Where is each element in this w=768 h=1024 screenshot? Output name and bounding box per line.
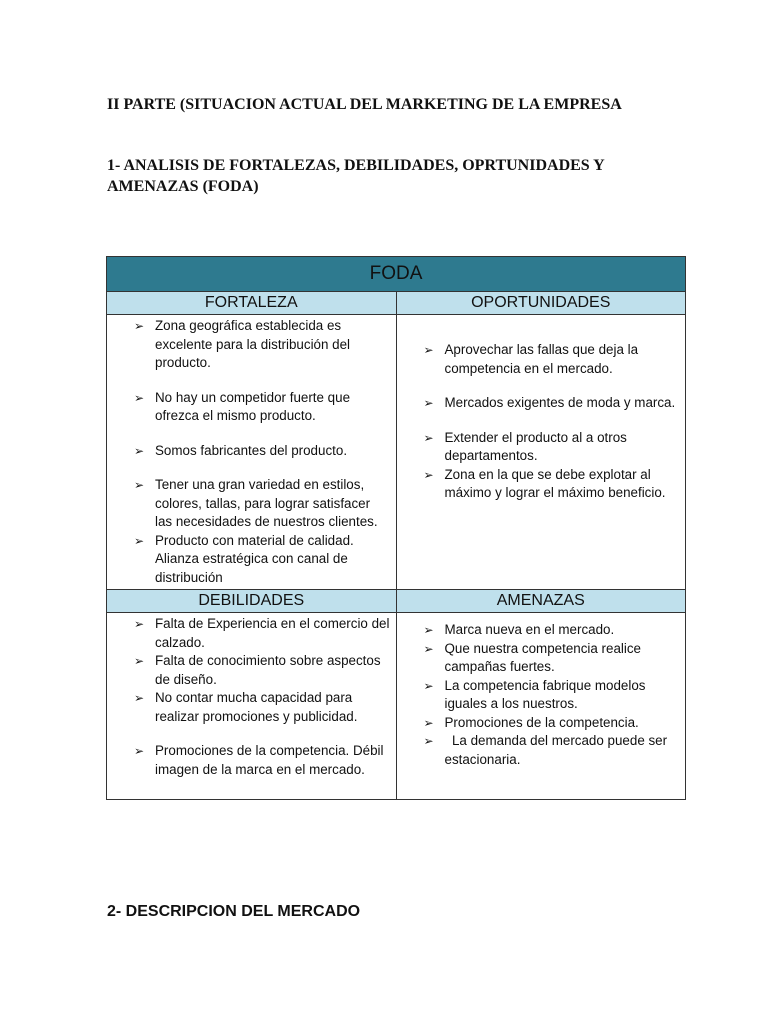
arrow-bullet-icon: ➢ xyxy=(423,467,434,482)
fortaleza-header: FORTALEZA xyxy=(107,292,397,315)
list-item: ➢ No contar mucha capacidad para realizar promociones y publicidad. xyxy=(134,690,358,724)
list-item: ➢ Promociones de la competencia. xyxy=(397,714,680,733)
debilidades-list xyxy=(107,615,396,779)
amenazas-list xyxy=(397,621,686,769)
list-item: ➢ Zona geográfica establecida es excelente para la distribución del producto. xyxy=(134,318,351,370)
arrow-bullet-icon: ➢ xyxy=(423,715,434,730)
arrow-bullet-icon: ➢ xyxy=(423,623,434,637)
arrow-bullet-icon: ➢ xyxy=(134,533,145,548)
arrow-bullet-icon: ➢ xyxy=(134,654,145,668)
arrow-bullet-icon: ➢ xyxy=(423,734,434,748)
fortaleza-cell xyxy=(107,315,397,590)
list-item: ➢ Falta de Experiencia en el comercio del calzado. xyxy=(134,616,390,650)
arrow-bullet-icon: ➢ xyxy=(134,478,145,492)
oportunidades-cell xyxy=(396,315,686,590)
debilidades-cell xyxy=(107,613,397,800)
oportunidades-list xyxy=(397,341,686,503)
arrow-bullet-icon: ➢ xyxy=(134,319,145,333)
section-heading-foda: 1- ANALISIS DE FORTALEZAS, DEBILIDADES, OPRTUNIDADES Y AMENAZAS (FODA) xyxy=(107,157,605,195)
list-item: ➢ La competencia fabrique modelos iguales a los nuestros. xyxy=(423,677,646,711)
list-item: ➢ Mercados exigentes de moda y marca. xyxy=(397,394,680,413)
amenazas-header: AMENAZAS xyxy=(396,590,686,613)
list-item: ➢ La demanda del mercado puede ser estacionaria. xyxy=(423,733,671,767)
debilidades-header: DEBILIDADES xyxy=(107,590,397,613)
arrow-bullet-icon: ➢ xyxy=(134,744,145,758)
list-item: ➢ Zona en la que se debe explotar al máximo y lograr el máximo beneficio. xyxy=(423,466,666,500)
foda-table xyxy=(106,256,686,800)
arrow-bullet-icon: ➢ xyxy=(134,617,145,631)
list-item: ➢ No hay un competidor fuerte que ofrezca el mismo producto. xyxy=(134,389,351,423)
list-item: ➢ Extender el producto al a otros departamentos. xyxy=(423,429,627,463)
arrow-bullet-icon: ➢ xyxy=(423,641,434,656)
list-item: ➢ Promociones de la competencia. Débil imagen de la marca en el mercado. xyxy=(134,743,384,777)
list-item: ➢ Marca nueva en el mercado. xyxy=(397,621,680,640)
arrow-bullet-icon: ➢ xyxy=(423,430,434,445)
list-item: ➢ Somos fabricantes del producto. xyxy=(107,442,390,461)
arrow-bullet-icon: ➢ xyxy=(134,443,145,458)
list-item: ➢ Producto con material de calidad. Alianza estratégica con canal de distribución xyxy=(134,532,354,585)
arrow-bullet-icon: ➢ xyxy=(423,343,434,357)
list-item: ➢ Falta de conocimiento sobre aspectos de diseño. xyxy=(134,653,381,687)
list-item: ➢ Que nuestra competencia realice campañas fuertes. xyxy=(423,640,642,674)
foda-title: FODA xyxy=(107,257,686,292)
list-item: ➢ Aprovechar las fallas que deja la competencia en el mercado. xyxy=(423,342,639,376)
oportunidades-header: OPORTUNIDADES xyxy=(396,292,686,315)
arrow-bullet-icon: ➢ xyxy=(134,691,145,705)
amenazas-cell xyxy=(396,613,686,800)
arrow-bullet-icon: ➢ xyxy=(134,390,145,405)
fortaleza-list xyxy=(107,317,396,587)
section-heading-market: 2- DESCRIPCION DEL MERCADO xyxy=(107,903,361,920)
arrow-bullet-icon: ➢ xyxy=(423,396,434,410)
section-heading-part-2: II PARTE (SITUACION ACTUAL DEL MARKETING DE LA EMPRESA xyxy=(107,96,622,113)
list-item: ➢ Tener una gran variedad en estilos, colores, tallas, para lograr satisfacer las necesidades de nuestros clientes. xyxy=(134,477,378,529)
arrow-bullet-icon: ➢ xyxy=(423,678,434,693)
